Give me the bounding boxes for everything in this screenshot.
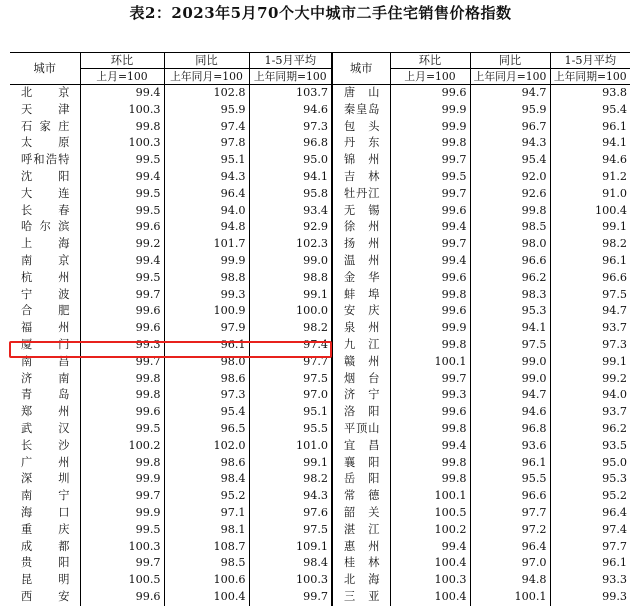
table-row [10,152,630,169]
table-row [10,303,630,320]
header-mom-base-right: 上月=100 [390,69,470,85]
city-name-left: 济 南 [21,371,70,385]
table-row [10,505,630,522]
yoy-value-right: 99.8 [470,203,550,220]
city-name-right: 无 锡 [332,203,390,220]
ytd-value-left: 99.1 [249,455,332,472]
yoy-value-left: 94.3 [164,169,249,186]
city-name-right: 九 江 [332,337,390,354]
ytd-value-left: 94.1 [249,169,332,186]
yoy-value-right: 97.2 [470,522,550,539]
yoy-value-left: 98.8 [164,270,249,287]
ytd-value-right: 96.4 [550,505,630,522]
yoy-value-right: 97.0 [470,555,550,572]
yoy-value-left: 94.8 [164,219,249,236]
table-row [10,354,630,371]
yoy-value-right: 94.8 [470,572,550,589]
ytd-value-left: 97.3 [249,119,332,136]
header-mom-left: 环比 [80,53,164,69]
mom-value-right: 99.9 [390,102,470,119]
ytd-value-left: 102.3 [249,236,332,253]
mom-value-left: 100.3 [80,539,164,556]
yoy-value-right: 94.1 [470,320,550,337]
yoy-value-left: 94.0 [164,203,249,220]
mom-value-left: 99.8 [80,371,164,388]
table-row [10,555,630,572]
city-name-right: 洛 阳 [332,404,390,421]
ytd-value-left: 97.6 [249,505,332,522]
table-title: 表2：2023年5月70个大中城市二手住宅销售价格指数 [129,4,512,22]
yoy-value-right: 96.6 [470,488,550,505]
city-name-left: 南 宁 [21,489,70,503]
yoy-value-right: 95.4 [470,152,550,169]
mom-value-right: 99.8 [390,455,470,472]
yoy-value-left: 102.8 [164,85,249,102]
mom-value-right: 100.4 [390,555,470,572]
mom-value-left: 99.5 [80,186,164,203]
ytd-value-left: 98.4 [249,555,332,572]
table-row [10,253,630,270]
header-mom-right: 环比 [390,53,470,69]
mom-value-right: 99.8 [390,337,470,354]
price-index-table [10,52,630,606]
yoy-value-left: 95.4 [164,404,249,421]
city-name-left: 大 连 [21,186,70,200]
mom-value-left: 99.5 [80,522,164,539]
mom-value-right: 99.6 [390,203,470,220]
mom-value-right: 99.8 [390,421,470,438]
city-name-left: 青 岛 [21,388,70,402]
yoy-value-left: 97.1 [164,505,249,522]
city-name-right: 济 宁 [332,387,390,404]
mom-value-right: 99.7 [390,152,470,169]
yoy-value-left: 96.4 [164,186,249,203]
ytd-value-right: 99.3 [550,589,630,606]
table-row [10,236,630,253]
city-name-right: 包 头 [332,119,390,136]
table-row [10,387,630,404]
ytd-value-right: 91.0 [550,186,630,203]
mom-value-left: 99.9 [80,505,164,522]
yoy-value-left: 95.1 [164,152,249,169]
ytd-value-right: 93.8 [550,85,630,102]
yoy-value-left: 98.0 [164,354,249,371]
yoy-value-right: 99.0 [470,354,550,371]
header-ytd-base-right: 上年同期=100 [550,69,630,85]
city-name-right: 北 海 [332,572,390,589]
ytd-value-right: 91.2 [550,169,630,186]
ytd-value-right: 96.1 [550,555,630,572]
header-yoy-base-right: 上年同月=100 [470,69,550,85]
mom-value-right: 100.5 [390,505,470,522]
ytd-value-right: 93.5 [550,438,630,455]
city-name-left: 成 都 [21,539,70,553]
yoy-value-right: 95.9 [470,102,550,119]
ytd-value-right: 94.1 [550,135,630,152]
table-row [10,337,630,354]
yoy-value-left: 97.8 [164,135,249,152]
header-yoy-base-left: 上年同月=100 [164,69,249,85]
header-city-right: 城市 [332,53,390,85]
city-name-left: 沈 阳 [21,169,70,183]
yoy-value-right: 96.7 [470,119,550,136]
table-row [10,102,630,119]
mom-value-left: 100.5 [80,572,164,589]
mom-value-right: 99.8 [390,135,470,152]
table-row [10,169,630,186]
table-row [10,203,630,220]
yoy-value-right: 93.6 [470,438,550,455]
ytd-value-left: 109.1 [249,539,332,556]
mom-value-left: 100.3 [80,102,164,119]
ytd-value-right: 96.1 [550,253,630,270]
table-row [10,488,630,505]
yoy-value-right: 94.3 [470,135,550,152]
header-ytd-base-left: 上年同期=100 [249,69,332,85]
yoy-value-right: 99.0 [470,371,550,388]
mom-value-left: 99.4 [80,253,164,270]
city-name-right: 徐 州 [332,219,390,236]
city-name-right: 蚌 埠 [332,287,390,304]
ytd-value-left: 98.2 [249,320,332,337]
mom-value-left: 99.3 [80,337,164,354]
ytd-value-right: 93.7 [550,404,630,421]
city-name-right: 金 华 [332,270,390,287]
yoy-value-right: 97.5 [470,337,550,354]
ytd-value-left: 97.7 [249,354,332,371]
ytd-value-left: 97.5 [249,371,332,388]
yoy-value-right: 92.0 [470,169,550,186]
city-name-right: 平顶山 [332,421,390,438]
table-body [10,85,630,606]
ytd-value-right: 98.2 [550,236,630,253]
city-name-right: 丹 东 [332,135,390,152]
ytd-value-right: 95.2 [550,488,630,505]
city-name-right: 三 亚 [332,589,390,606]
ytd-value-left: 98.2 [249,471,332,488]
table-row [10,455,630,472]
mom-value-right: 99.8 [390,471,470,488]
yoy-value-left: 102.0 [164,438,249,455]
table-row [10,135,630,152]
city-name-left: 武 汉 [21,421,70,435]
mom-value-left: 99.7 [80,287,164,304]
city-name-left: 贵 阳 [21,556,70,570]
ytd-value-left: 101.0 [249,438,332,455]
mom-value-left: 100.2 [80,438,164,455]
ytd-value-left: 94.6 [249,102,332,119]
ytd-value-right: 96.1 [550,119,630,136]
ytd-value-right: 96.2 [550,421,630,438]
city-name-left: 长 沙 [21,438,70,452]
city-name-left: 呼和浩特 [21,153,70,167]
yoy-value-right: 96.4 [470,539,550,556]
city-name-right: 扬 州 [332,236,390,253]
ytd-value-right: 97.4 [550,522,630,539]
city-name-left: 福 州 [21,321,70,335]
mom-value-right: 99.7 [390,186,470,203]
mom-value-left: 99.9 [80,471,164,488]
ytd-value-left: 99.0 [249,253,332,270]
yoy-value-left: 95.9 [164,102,249,119]
yoy-value-right: 92.6 [470,186,550,203]
header-city-left: 城市 [10,53,80,85]
city-name-right: 唐 山 [332,85,390,102]
table-row [10,270,630,287]
ytd-value-right: 94.0 [550,387,630,404]
city-name-right: 赣 州 [332,354,390,371]
mom-value-right: 99.7 [390,371,470,388]
ytd-value-left: 99.1 [249,287,332,304]
ytd-value-left: 95.8 [249,186,332,203]
yoy-value-right: 96.8 [470,421,550,438]
yoy-value-right: 98.0 [470,236,550,253]
city-name-right: 锦 州 [332,152,390,169]
yoy-value-right: 96.1 [470,455,550,472]
mom-value-left: 99.6 [80,404,164,421]
table-row [10,438,630,455]
city-name-left: 南 昌 [21,354,70,368]
city-name-right: 秦皇岛 [332,102,390,119]
table-row [10,219,630,236]
city-name-left: 昆 明 [21,573,70,587]
header-yoy-left: 同比 [164,53,249,69]
yoy-value-left: 100.6 [164,572,249,589]
yoy-value-left: 95.2 [164,488,249,505]
yoy-value-left: 101.7 [164,236,249,253]
ytd-value-left: 95.0 [249,152,332,169]
mom-value-right: 99.5 [390,169,470,186]
mom-value-left: 99.7 [80,488,164,505]
city-name-left: 南 京 [21,253,70,267]
ytd-value-right: 97.7 [550,539,630,556]
yoy-value-left: 100.9 [164,303,249,320]
mom-value-left: 99.5 [80,152,164,169]
ytd-value-right: 93.3 [550,572,630,589]
ytd-value-left: 100.3 [249,572,332,589]
yoy-value-left: 100.4 [164,589,249,606]
table-row [10,589,630,606]
yoy-value-right: 95.3 [470,303,550,320]
city-name-left: 太 原 [21,136,70,150]
city-name-left: 西 安 [21,589,70,603]
city-name-left: 广 州 [21,455,70,469]
mom-value-left: 99.6 [80,589,164,606]
mom-value-left: 99.2 [80,236,164,253]
table-row [10,404,630,421]
yoy-value-left: 98.6 [164,371,249,388]
city-name-left: 深 圳 [21,472,70,486]
table-row [10,371,630,388]
table-row [10,320,630,337]
header-yoy-right: 同比 [470,53,550,69]
ytd-value-right: 95.4 [550,102,630,119]
city-name-right: 安 庆 [332,303,390,320]
ytd-value-right: 93.7 [550,320,630,337]
ytd-value-left: 95.1 [249,404,332,421]
ytd-value-right: 95.3 [550,471,630,488]
ytd-value-right: 96.6 [550,270,630,287]
city-name-left: 天 津 [21,102,70,116]
mom-value-right: 99.6 [390,303,470,320]
mom-value-left: 99.6 [80,219,164,236]
city-name-right: 牡丹江 [332,186,390,203]
ytd-value-left: 97.5 [249,522,332,539]
ytd-value-right: 94.7 [550,303,630,320]
mom-value-left: 99.5 [80,203,164,220]
city-name-right: 惠 州 [332,539,390,556]
ytd-value-left: 92.9 [249,219,332,236]
city-name-left: 合 肥 [21,304,70,318]
ytd-value-right: 99.2 [550,371,630,388]
yoy-value-right: 96.6 [470,253,550,270]
city-name-left: 北 京 [21,86,70,99]
yoy-value-left: 108.7 [164,539,249,556]
city-name-left: 重 庆 [21,522,70,536]
city-name-left: 海 口 [21,505,70,519]
mom-value-left: 99.7 [80,354,164,371]
yoy-value-left: 98.5 [164,555,249,572]
yoy-value-left: 96.1 [164,337,249,354]
city-name-right: 温 州 [332,253,390,270]
ytd-value-left: 96.8 [249,135,332,152]
city-name-right: 常 德 [332,488,390,505]
ytd-value-right: 99.1 [550,219,630,236]
city-name-left: 哈尔滨 [21,220,70,234]
mom-value-left: 100.3 [80,135,164,152]
ytd-value-left: 98.8 [249,270,332,287]
ytd-value-right: 100.4 [550,203,630,220]
yoy-value-right: 97.7 [470,505,550,522]
mom-value-left: 99.5 [80,421,164,438]
mom-value-right: 100.4 [390,589,470,606]
mom-value-left: 99.8 [80,455,164,472]
mom-value-right: 99.4 [390,539,470,556]
table-row [10,471,630,488]
table-row [10,572,630,589]
yoy-value-left: 97.9 [164,320,249,337]
mom-value-right: 99.8 [390,287,470,304]
ytd-value-left: 97.4 [249,337,332,354]
yoy-value-right: 94.7 [470,85,550,102]
table-row [10,539,630,556]
mom-value-right: 100.1 [390,488,470,505]
yoy-value-left: 96.5 [164,421,249,438]
mom-value-right: 99.7 [390,236,470,253]
header-ytd-left: 1-5月平均 [249,53,332,69]
table-row [10,119,630,136]
ytd-value-left: 94.3 [249,488,332,505]
ytd-value-right: 97.5 [550,287,630,304]
city-name-left: 宁 波 [21,287,70,301]
city-name-left: 石家庄 [21,119,70,133]
yoy-value-right: 96.2 [470,270,550,287]
mom-value-left: 99.4 [80,169,164,186]
ytd-value-left: 103.7 [249,85,332,102]
ytd-value-right: 99.1 [550,354,630,371]
mom-value-right: 99.4 [390,253,470,270]
mom-value-left: 99.6 [80,320,164,337]
city-name-right: 宜 昌 [332,438,390,455]
header-ytd-right: 1-5月平均 [550,53,630,69]
ytd-value-left: 99.7 [249,589,332,606]
city-name-right: 岳 阳 [332,471,390,488]
mom-value-right: 99.6 [390,85,470,102]
mom-value-right: 99.3 [390,387,470,404]
yoy-value-right: 100.1 [470,589,550,606]
yoy-value-right: 95.5 [470,471,550,488]
city-name-left: 厦 门 [21,337,70,351]
ytd-value-left: 100.0 [249,303,332,320]
mom-value-left: 99.8 [80,119,164,136]
city-name-right: 湛 江 [332,522,390,539]
city-name-right: 吉 林 [332,169,390,186]
ytd-value-right: 94.6 [550,152,630,169]
mom-value-right: 100.2 [390,522,470,539]
mom-value-right: 99.4 [390,438,470,455]
city-name-right: 泉 州 [332,320,390,337]
yoy-value-left: 99.9 [164,253,249,270]
mom-value-right: 99.9 [390,320,470,337]
yoy-value-right: 94.6 [470,404,550,421]
city-name-left: 上 海 [21,237,70,251]
yoy-value-left: 99.3 [164,287,249,304]
table-row [10,186,630,203]
mom-value-right: 99.4 [390,219,470,236]
yoy-value-left: 97.4 [164,119,249,136]
yoy-value-right: 98.5 [470,219,550,236]
mom-value-right: 99.6 [390,404,470,421]
ytd-value-left: 95.5 [249,421,332,438]
yoy-value-left: 97.3 [164,387,249,404]
yoy-value-right: 94.7 [470,387,550,404]
ytd-value-right: 97.3 [550,337,630,354]
city-name-right: 襄 阳 [332,455,390,472]
mom-value-left: 99.5 [80,270,164,287]
city-name-left: 郑 州 [21,405,70,419]
mom-value-left: 99.4 [80,85,164,102]
city-name-right: 桂 林 [332,555,390,572]
ytd-value-right: 95.0 [550,455,630,472]
mom-value-right: 99.6 [390,270,470,287]
mom-value-left: 99.7 [80,555,164,572]
table-row [10,421,630,438]
mom-value-right: 100.1 [390,354,470,371]
mom-value-left: 99.8 [80,387,164,404]
yoy-value-left: 98.6 [164,455,249,472]
city-name-left: 杭 州 [21,270,70,284]
mom-value-right: 99.9 [390,119,470,136]
city-name-left: 长 春 [21,203,70,217]
table-row [10,287,630,304]
ytd-value-left: 97.0 [249,387,332,404]
ytd-value-left: 93.4 [249,203,332,220]
table-row [10,85,630,102]
yoy-value-right: 98.3 [470,287,550,304]
mom-value-left: 99.6 [80,303,164,320]
yoy-value-left: 98.1 [164,522,249,539]
mom-value-right: 100.3 [390,572,470,589]
table-row [10,522,630,539]
city-name-right: 韶 关 [332,505,390,522]
header-mom-base-left: 上月=100 [80,69,164,85]
city-name-right: 烟 台 [332,371,390,388]
yoy-value-left: 98.4 [164,471,249,488]
